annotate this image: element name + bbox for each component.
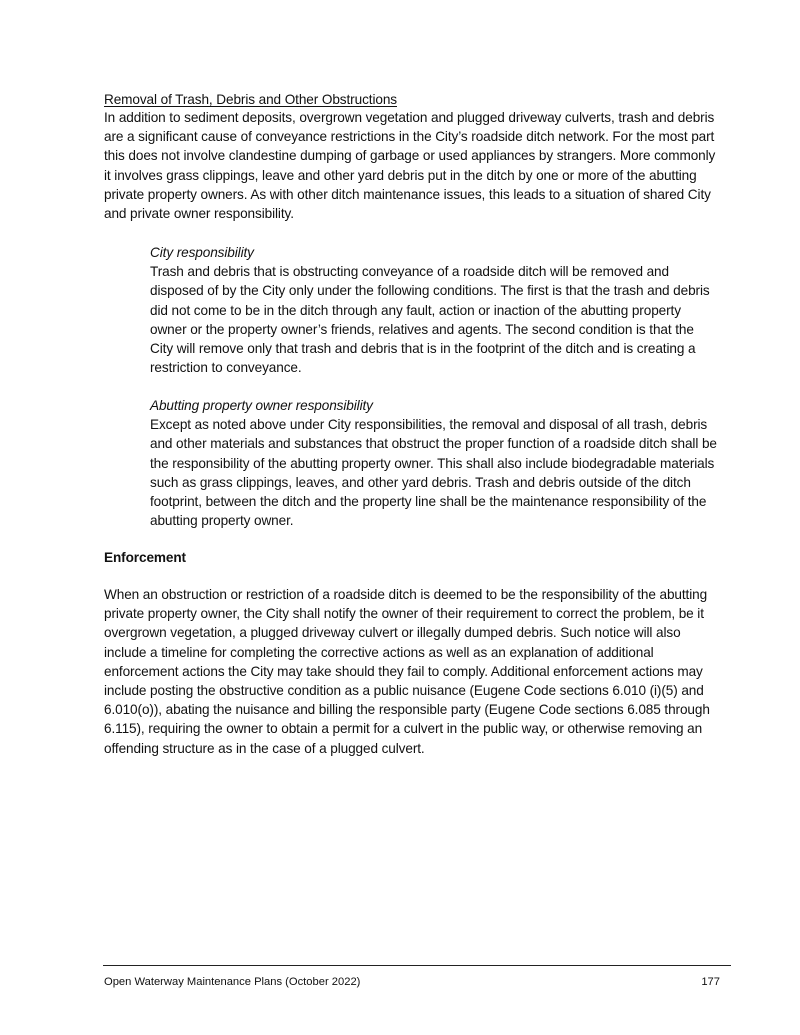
enforcement-heading: Enforcement (104, 550, 186, 565)
removal-section-paragraph: In addition to sediment deposits, overgrown vegetation and plugged driveway culverts, trash and debris are a significant cause of conveyance restrictions in the City’s roadside ditch network. For the most part this does not involve clandestine dumping of garbage or used appliances by strangers. More commonly it involves grass clippings, leave and other yard debris put in the ditch by one or more of the abutting private property owners. As with other ditch maintenance issues, this leads to a situation of shared City and private owner responsibility. (104, 110, 716, 222)
city-responsibility-subsection (150, 243, 720, 377)
owner-responsibility-subsection (150, 396, 720, 530)
section-heading-removal-of-trash: Removal of Trash, Debris and Other Obstructions (104, 92, 397, 107)
city-responsibility-text: Trash and debris that is obstructing conveyance of a roadside ditch will be removed and disposed of by the City only under the following conditions. The first is that the trash and debris did not come to be in the ditch through any fault, action or inaction of the abutting property owner or the property owner’s friends, relatives and agents. The second condition is that the City will remove only that trash and debris that is in the footprint of the ditch and is creating a restriction to conveyance. (150, 264, 710, 376)
owner-responsibility-text: Except as noted above under City responsibilities, the removal and disposal of all trash, debris and other materials and substances that obstruct the proper function of a roadside ditch shall be the responsibility of the abutting property owner. This shall also include biodegradable materials such as grass clippings, leaves, and other yard debris. Trash and debris outside of the ditch footprint, between the ditch and the property line shall be the maintenance responsibility of the abutting property owner. (150, 417, 717, 529)
enforcement-paragraph: When an obstruction or restriction of a roadside ditch is deemed to be the responsibility of the abutting private property owner, the City shall notify the owner of their requirement to correct the problem, be it overgrown vegetation, a plugged driveway culvert or illegally dumped debris. Such notice will also include a timeline for completing the corrective actions as well as an explanation of additional enforcement actions the City may take should they fail to comply. Additional enforcement actions may include posting the obstructive condition as a public nuisance (Eugene Code sections 6.010 (i)(5) and 6.010(o)), abating the nuisance and billing the responsible party (Eugene Code sections 6.085 through 6.115), requiring the owner to obtain a permit for a culvert in the public way, or otherwise removing an offending structure as in the case of a plugged culvert. (104, 587, 710, 756)
footer-divider (103, 965, 731, 966)
owner-responsibility-title: Abutting property owner responsibility (150, 398, 373, 413)
footer-document-title: Open Waterway Maintenance Plans (October 2022) (104, 976, 361, 988)
footer-page-number: 177 (701, 976, 720, 988)
city-responsibility-title: City responsibility (150, 245, 254, 260)
